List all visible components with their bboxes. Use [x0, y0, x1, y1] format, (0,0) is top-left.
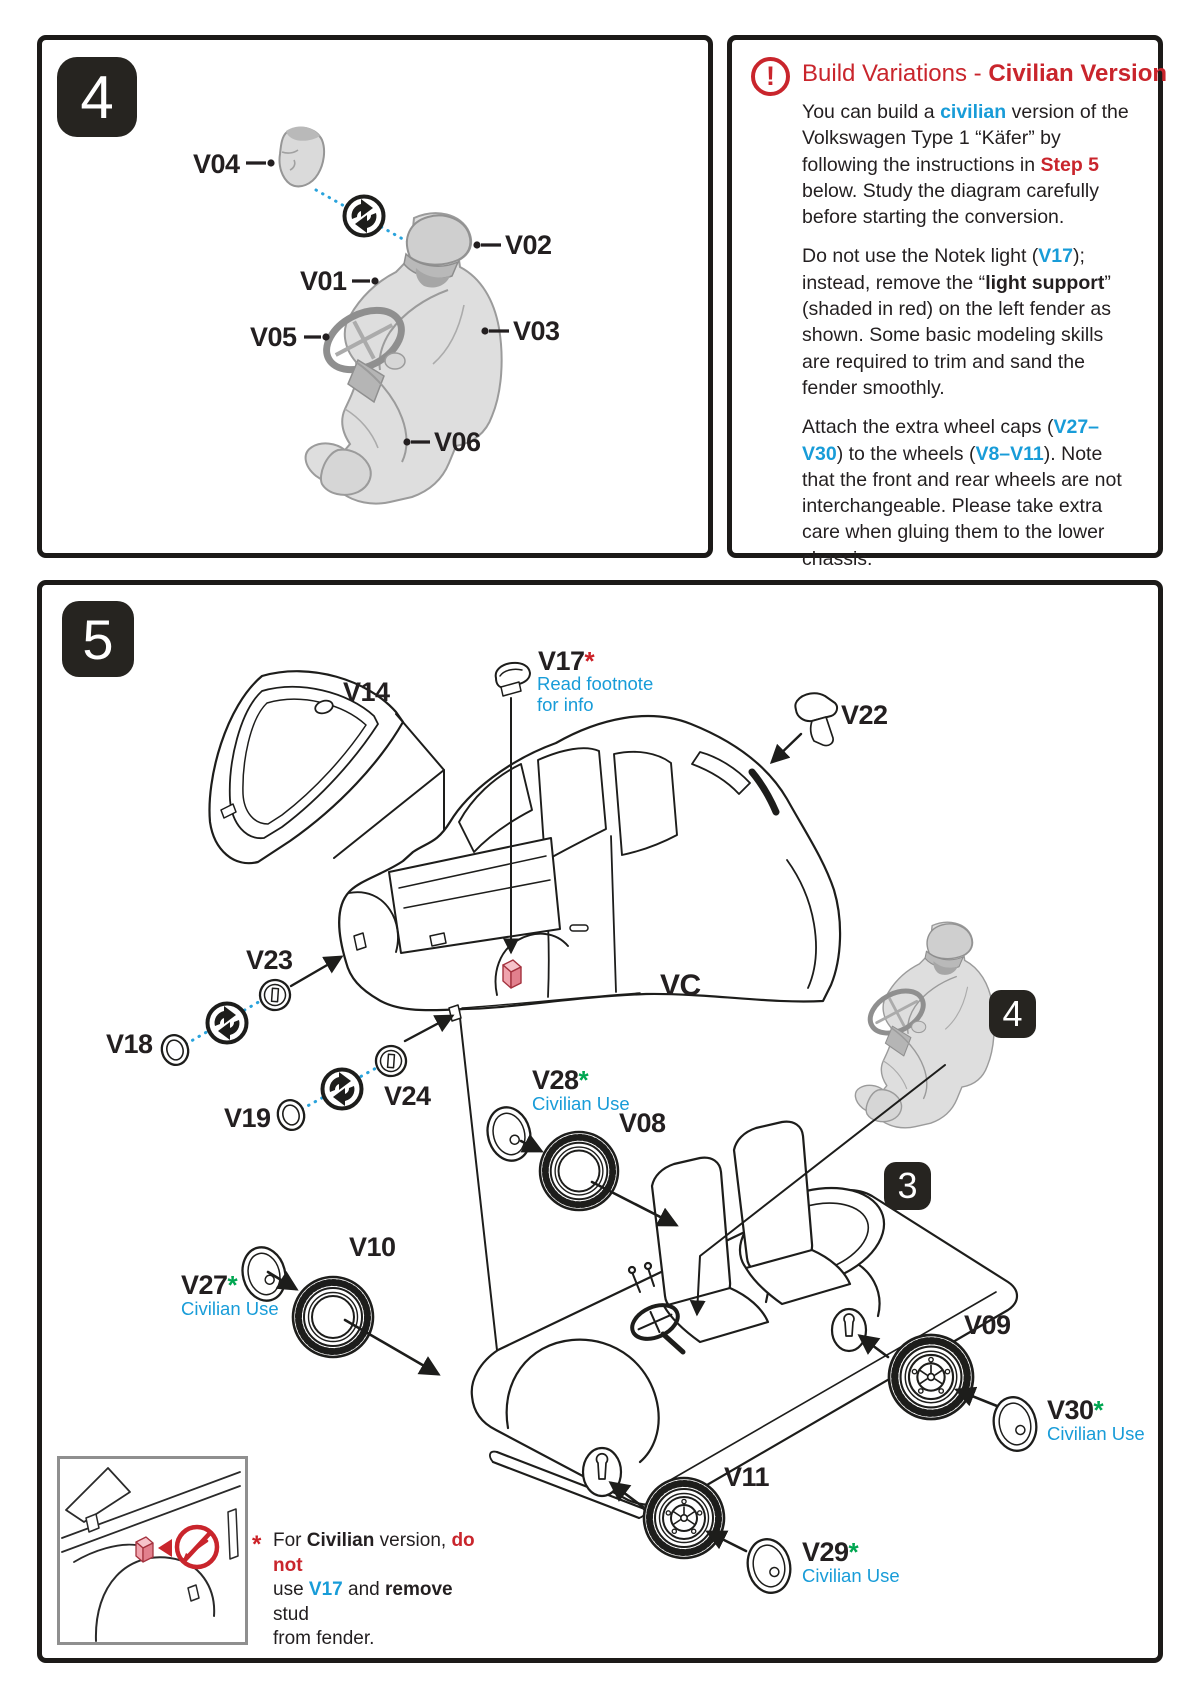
chassis-ref-badge-3: 3 — [884, 1162, 931, 1210]
label-v03: V03 — [513, 316, 560, 346]
sublabel-v29-civilian: Civilian Use — [802, 1565, 900, 1586]
label-vc: VC — [660, 969, 701, 1002]
label-v05: V05 — [250, 322, 297, 352]
label-v09: V09 — [964, 1310, 1011, 1340]
sublabel-v28-civilian: Civilian Use — [532, 1093, 630, 1114]
label-v10: V10 — [349, 1232, 396, 1262]
step4-number-badge: 4 — [57, 57, 137, 137]
label-v28: V28* — [532, 1065, 589, 1095]
label-v11: V11 — [724, 1462, 770, 1492]
label-v30: V30* — [1047, 1395, 1104, 1425]
label-v08: V08 — [619, 1108, 666, 1138]
info-paragraphs — [802, 99, 1133, 585]
footnote-asterisk: * — [252, 1531, 262, 1558]
label-v06: V06 — [434, 427, 481, 457]
inset-detail-box — [57, 1456, 248, 1645]
label-v22: V22 — [841, 700, 888, 730]
info-paragraph-2: Do not use the Notek light (V17); instead, remove the “light support” (shaded in red) on the left fender as shown. Some basic modeling skills are required to trim and sand the fender smoothly. — [802, 245, 1111, 399]
footnote-text: For Civilian version, do not use V17 and remove stud from fender. — [273, 1530, 475, 1649]
label-v29: V29* — [802, 1537, 859, 1567]
label-v01: V01 — [300, 266, 347, 296]
label-v23: V23 — [246, 945, 293, 975]
sublabel-v27-civilian: Civilian Use — [181, 1298, 279, 1319]
label-v19: V19 — [224, 1103, 271, 1133]
info-title: Build Variations - Civilian Version — [802, 60, 1168, 87]
sublabel-v30-civilian: Civilian Use — [1047, 1423, 1145, 1444]
label-v14: V14 — [343, 677, 390, 707]
info-paragraph-1: You can build a civilian version of the Volkswagen Type 1 “Käfer” by following the instructions in Step 5 below. Study the diagram carefully before starting the conversion. — [802, 101, 1129, 229]
label-v24: V24 — [384, 1081, 431, 1111]
label-v02: V02 — [505, 230, 552, 260]
label-v27: V27* — [181, 1270, 238, 1300]
step5-number-badge: 5 — [62, 601, 134, 677]
step4-panel — [37, 35, 713, 558]
label-v17: V17* — [538, 646, 595, 676]
figure-ref-badge-4: 4 — [989, 990, 1036, 1038]
alert-icon: ! — [751, 57, 790, 96]
sublabel-v17-footnote: Read footnote for info — [537, 673, 654, 715]
label-v04: V04 — [193, 149, 240, 179]
info-paragraph-3: Attach the extra wheel caps (V27–V30) to the wheels (V8–V11). Note that the front and rear wheels are not interchangeable. Please take extra care when gluing them to the lower chassis. — [802, 416, 1122, 570]
label-v18: V18 — [106, 1029, 153, 1059]
